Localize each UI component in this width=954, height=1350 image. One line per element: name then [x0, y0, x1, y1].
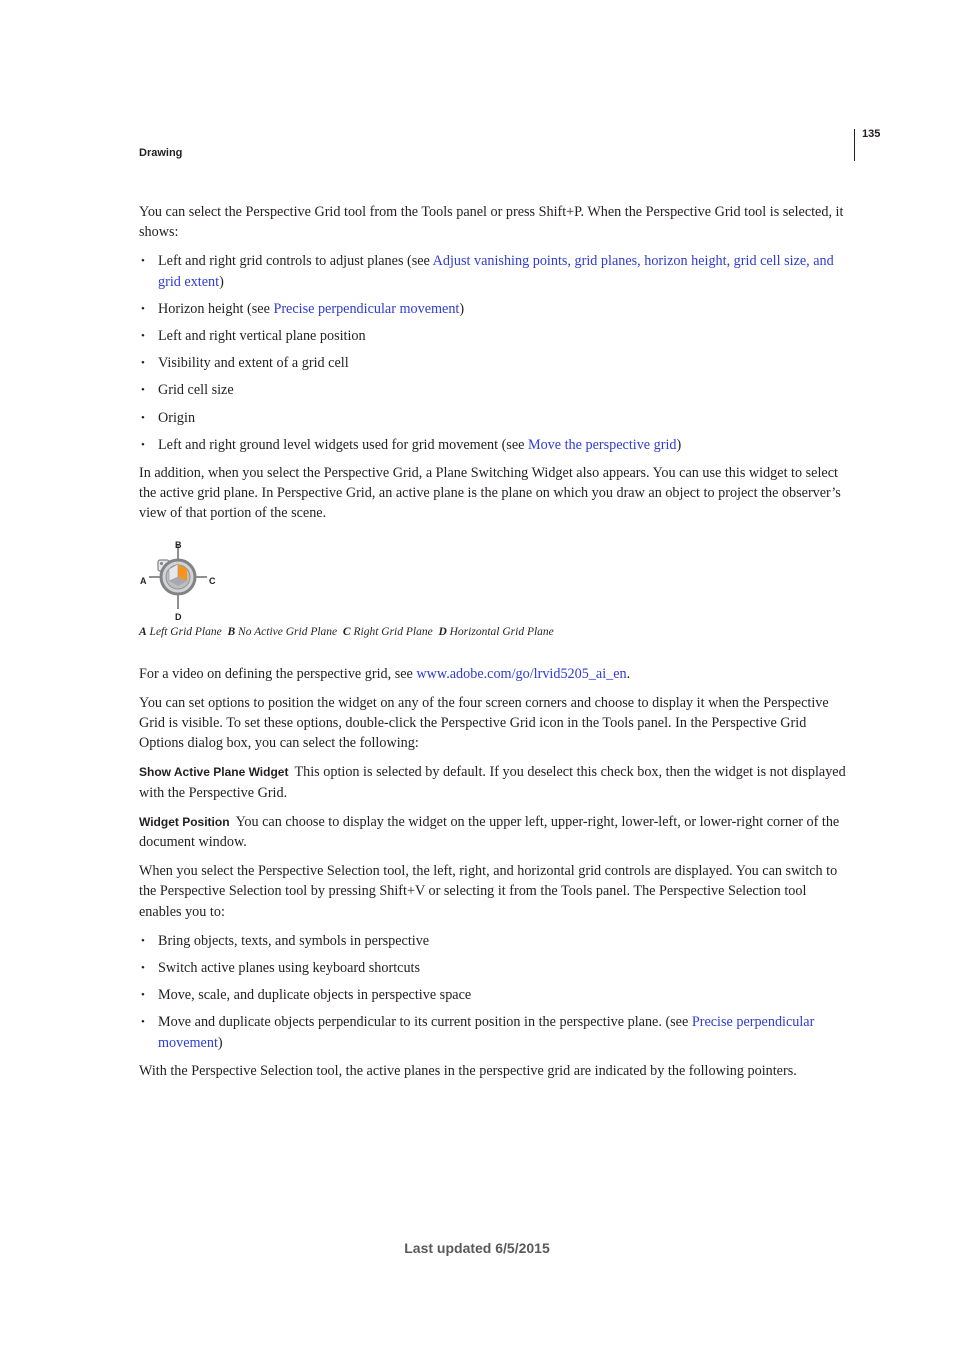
option-widget-position: Widget Position You can choose to display the widget on the upper left, upper-right, lower-left, or lower-right corner of the document window.	[139, 813, 840, 851]
section-label: Drawing	[139, 147, 183, 159]
list-item: • Grid cell size	[139, 380, 849, 400]
options-paragraph: You can set options to position the widget on any of the four screen corners and choose to display it when the Perspective Grid is visible. To set these options, double-click the Perspective Grid icon in the Tools panel. In the Perspective Grid Options dialog box, you can select the following:	[139, 694, 829, 752]
option-term: Widget Position	[139, 814, 230, 829]
list-item: • Move, scale, and duplicate objects in perspective space	[139, 985, 849, 1005]
list-item: • Origin	[139, 408, 849, 428]
page-content	[139, 202, 849, 1090]
callout-b: B	[175, 539, 182, 550]
adjust-vanishing-points-link[interactable]: Adjust vanishing points, grid planes, horizon height, grid cell size, and grid extent	[158, 253, 834, 290]
plane-switching-widget-figure	[139, 533, 279, 621]
video-paragraph: For a video on defining the perspective grid, see www.adobe.com/go/lrvid5205_ai_en.	[139, 665, 631, 682]
video-link[interactable]: www.adobe.com/go/lrvid5205_ai_en	[416, 665, 627, 682]
list-item: • Visibility and extent of a grid cell	[139, 353, 849, 373]
callout-c: C	[209, 575, 216, 586]
option-term: Show Active Plane Widget	[139, 765, 289, 780]
list-item: • Bring objects, texts, and symbols in perspective	[139, 931, 849, 951]
widget-paragraph: In addition, when you select the Perspective Grid, a Plane Switching Widget also appears. You can use this widget to select the active grid plane. In Perspective Grid, an active plane is the plane on which you draw an object to project the observer’s view of that portion of the scene.	[139, 465, 841, 522]
list-item: • Horizon height (see Precise perpendicular movement)	[139, 299, 849, 319]
figure-caption: A Left Grid Plane B No Active Grid Plane C Right Grid Plane D Horizontal Grid Plane	[139, 625, 554, 638]
last-updated-footer: Last updated 6/5/2015	[404, 1240, 550, 1256]
intro-paragraph: You can select the Perspective Grid tool from the Tools panel or press Shift+P. When the Perspective Grid tool is selected, it shows:	[139, 204, 844, 241]
perspective-grid-shows-list	[139, 251, 849, 455]
precise-perpendicular-movement-link[interactable]: Precise perpendicular movement	[158, 1014, 815, 1051]
list-item: • Switch active planes using keyboard shortcuts	[139, 958, 849, 978]
page-number: 135	[862, 128, 881, 140]
header-divider	[854, 129, 855, 161]
closing-paragraph: With the Perspective Selection tool, the active planes in the perspective grid are indicated by the following pointers.	[139, 1062, 797, 1079]
precise-perpendicular-movement-link[interactable]: Precise perpendicular movement	[273, 300, 460, 317]
callout-a: A	[140, 575, 147, 586]
selection-tool-list	[139, 931, 849, 1053]
selection-tool-paragraph: When you select the Perspective Selection tool, the left, right, and horizontal grid controls are displayed. You can switch to the Perspective Selection tool by pressing Shift+V or selecting it from the Tools panel. The Perspective Selection tool enables you to:	[139, 863, 838, 920]
move-perspective-grid-link[interactable]: Move the perspective grid	[527, 436, 677, 453]
list-item: • Left and right ground level widgets used for grid movement (see Move the perspective grid)	[139, 435, 849, 455]
option-show-active-plane-widget: Show Active Plane Widget This option is selected by default. If you deselect this check box, then the widget is not displayed with the Perspective Grid.	[139, 764, 846, 801]
callout-d: D	[175, 611, 182, 622]
list-item: • Left and right vertical plane position	[139, 326, 849, 346]
list-item: • Left and right grid controls to adjust planes (see Adjust vanishing points, grid planes, horizon height, grid cell size, and grid extent)	[139, 251, 849, 291]
list-item: • Move and duplicate objects perpendicular to its current position in the perspective plane. (see Precise perpendicular movement)	[139, 1012, 849, 1052]
